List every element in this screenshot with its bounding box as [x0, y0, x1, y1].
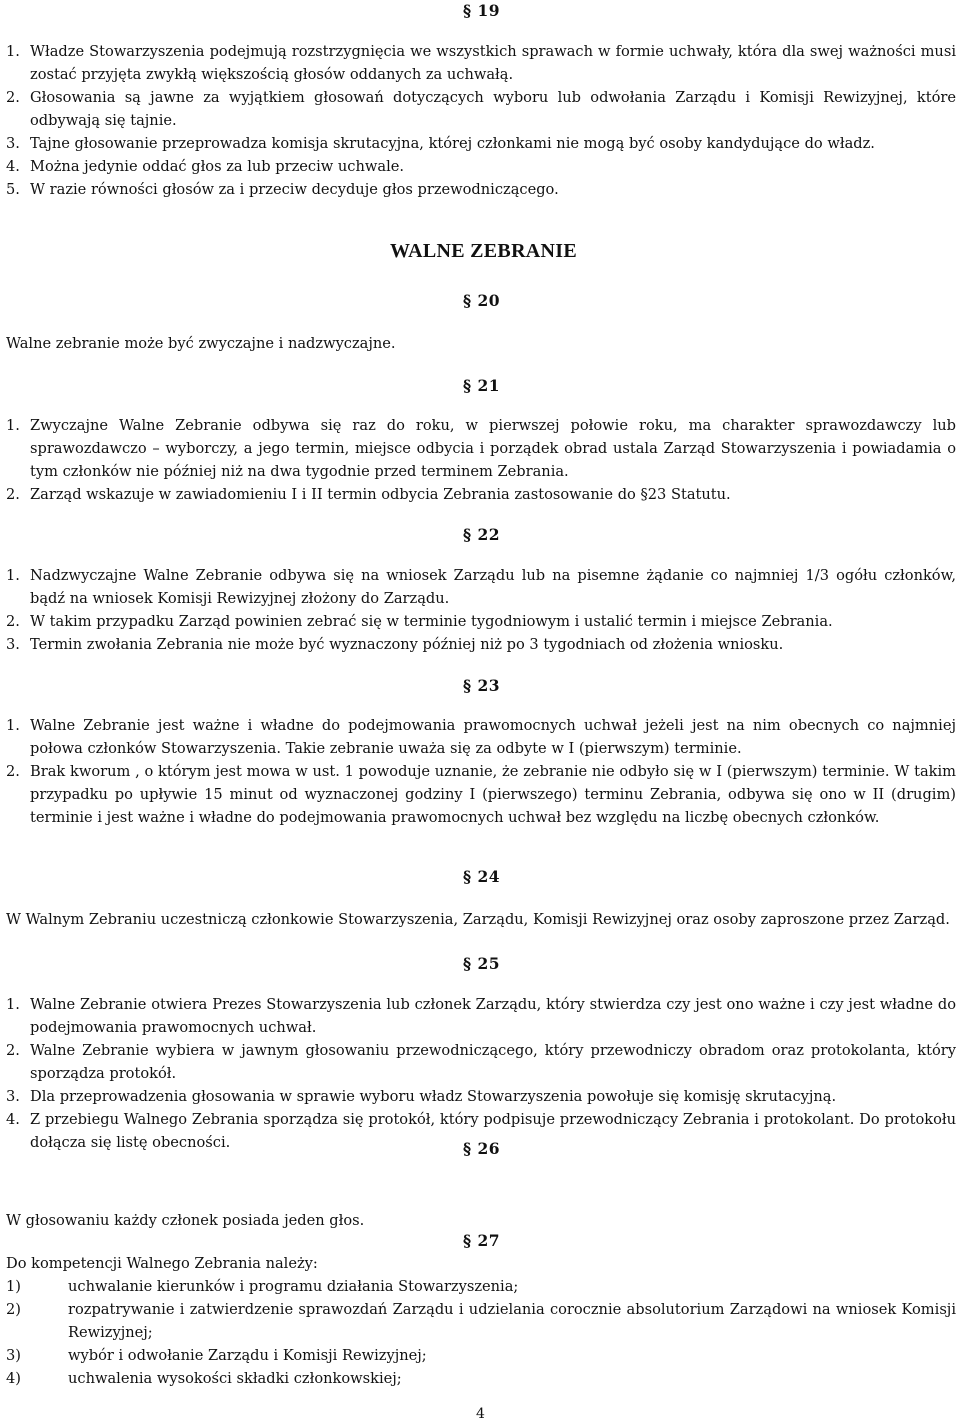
list-item — [6, 610, 956, 633]
item-number: 5. — [6, 181, 20, 198]
item-number: 3. — [6, 636, 20, 653]
section-24-text: W Walnym Zebraniu uczestniczą członkowie Stowarzyszenia, Zarządu, Komisji Rewizyjnej oraz osoby zaproszone przez Zarząd. — [6, 911, 950, 928]
section-19-heading: § 19 — [463, 1, 501, 20]
list-item — [6, 155, 956, 178]
section-26-heading: § 26 — [463, 1139, 501, 1158]
section-27-list — [6, 1275, 956, 1390]
item-text: Dla przeprowadzenia głosowania w sprawie wyboru władz Stowarzyszenia powołuje się komisję skrutacyjną. — [30, 1088, 837, 1105]
section-20-heading: § 20 — [463, 291, 501, 310]
section-19-list — [6, 40, 956, 201]
item-number: 1. — [6, 567, 20, 584]
item-number: 1. — [6, 417, 20, 434]
list-item — [6, 1275, 956, 1298]
chapter-heading: WALNE ZEBRANIE — [390, 240, 578, 262]
item-text: wybór i odwołanie Zarządu i Komisji Rewizyjnej; — [68, 1347, 427, 1364]
list-item — [6, 1298, 956, 1344]
item-number: 2. — [6, 763, 20, 780]
section-21-list — [6, 414, 956, 506]
list-item — [6, 483, 956, 506]
item-number: 4) — [6, 1370, 21, 1387]
list-item — [6, 178, 956, 201]
section-26-text: W głosowaniu każdy członek posiada jeden głos. — [6, 1212, 365, 1229]
item-number: 2. — [6, 486, 20, 503]
section-25-heading: § 25 — [463, 954, 501, 973]
section-20-text: Walne zebranie może być zwyczajne i nadzwyczajne. — [6, 335, 396, 352]
item-text: Głosowania są jawne za wyjątkiem głosowań dotyczących wyboru lub odwołania Zarządu i Komisji Rewizyjnej, które odbywają się tajnie. — [30, 89, 956, 129]
item-number: 1. — [6, 996, 20, 1013]
list-item — [6, 86, 956, 132]
section-23-list — [6, 714, 956, 829]
item-number: 1) — [6, 1278, 21, 1295]
item-text: Nadzwyczajne Walne Zebranie odbywa się na wniosek Zarządu lub na pisemne żądanie co najmniej 1/3 ogółu członków, bądź na wniosek Komisji Rewizyjnej złożony do Zarządu. — [30, 567, 956, 607]
item-text: W razie równości głosów za i przeciw decyduje głos przewodniczącego. — [30, 181, 559, 198]
item-text: rozpatrywanie i zatwierdzenie sprawozdań Zarządu i udzielania corocznie absolutorium Zarządowi na wniosek Komisji Rewizyjnej; — [68, 1301, 956, 1341]
item-number: 2. — [6, 89, 20, 106]
list-item — [6, 1039, 956, 1085]
item-text: Walne Zebranie otwiera Prezes Stowarzyszenia lub członek Zarządu, który stwierdza czy jest ono ważne i czy jest władne do podejmowania prawomocnych uchwał. — [30, 996, 956, 1036]
list-item — [6, 132, 956, 155]
list-item — [6, 993, 956, 1039]
item-number: 2) — [6, 1301, 21, 1318]
list-item — [6, 1344, 956, 1367]
item-number: 3. — [6, 1088, 20, 1105]
list-item — [6, 1085, 956, 1108]
list-item — [6, 40, 956, 86]
item-text: Zwyczajne Walne Zebranie odbywa się raz do roku, w pierwszej połowie roku, ma charakter sprawozdawczy lub sprawozdawczo – wyborczy, a jego termin, miejsce odbycia i porządek obrad ustala Zarząd Stowarzyszenia i powiadamia o tym członków nie później niż na dwa tygodnie przed terminem Zebrania. — [30, 417, 956, 480]
section-25-list — [6, 993, 956, 1154]
list-item — [6, 760, 956, 829]
list-item — [6, 633, 956, 656]
item-text: Brak kworum , o którym jest mowa w ust. 1 powoduje uznanie, że zebranie nie odbyło się w I (pierwszym) terminie. W takim przypadku po upływie 15 minut od wyznaczonej godziny I (pierwszego) terminu Zebrania, odbywa się ono w II (drugim) terminie i jest ważne i władne do podejmowania prawomocnych uchwał bez względu na liczbę obecnych członków. — [30, 763, 956, 826]
section-21-heading: § 21 — [463, 376, 501, 395]
item-number: 2. — [6, 613, 20, 630]
item-text: Walne Zebranie wybiera w jawnym głosowaniu przewodniczącego, który przewodniczy obradom oraz protokolanta, który sporządza protokół. — [30, 1042, 956, 1082]
section-27-heading: § 27 — [463, 1231, 501, 1250]
section-24-heading: § 24 — [463, 867, 501, 886]
item-text: Termin zwołania Zebrania nie może być wyznaczony później niż po 3 tygodniach od złożenia wniosku. — [30, 636, 784, 653]
list-item — [6, 564, 956, 610]
section-23-heading: § 23 — [463, 676, 501, 695]
item-text: Można jedynie oddać głos za lub przeciw uchwale. — [30, 158, 405, 175]
item-number: 3) — [6, 1347, 21, 1364]
list-item — [6, 714, 956, 760]
item-text: Tajne głosowanie przeprowadza komisja skrutacyjna, której członkami nie mogą być osoby kandydujące do władz. — [30, 135, 875, 152]
item-text: W takim przypadku Zarząd powinien zebrać się w terminie tygodniowym i ustalić termin i miejsce Zebrania. — [30, 613, 833, 630]
item-number: 1. — [6, 43, 20, 60]
item-text: Zarząd wskazuje w zawiadomieniu I i II termin odbycia Zebrania zastosowanie do §23 Statutu. — [30, 486, 731, 503]
list-item — [6, 414, 956, 483]
item-number: 2. — [6, 1042, 20, 1059]
item-text: Z przebiegu Walnego Zebrania sporządza się protokół, który podpisuje przewodniczący Zebrania i protokolant. Do protokołu dołącza się listę obecności. — [30, 1111, 956, 1151]
item-text: uchwalanie kierunków i programu działania Stowarzyszenia; — [68, 1278, 519, 1295]
item-text: Władze Stowarzyszenia podejmują rozstrzygnięcia we wszystkich sprawach w formie uchwały, która dla swej ważności musi zostać przyjęta zwykłą większością głosów oddanych za uchwałą. — [30, 43, 956, 83]
item-number: 3. — [6, 135, 20, 152]
item-number: 4. — [6, 1111, 20, 1128]
item-text: Walne Zebranie jest ważne i władne do podejmowania prawomocnych uchwał jeżeli jest na nim obecnych co najmniej połowa członków Stowarzyszenia. Takie zebranie uważa się za odbyte w I (pierwszym) terminie. — [30, 717, 956, 757]
section-22-heading: § 22 — [463, 525, 501, 544]
item-number: 4. — [6, 158, 20, 175]
section-22-list — [6, 564, 956, 656]
item-number: 1. — [6, 717, 20, 734]
section-27-intro: Do kompetencji Walnego Zebrania należy: — [6, 1255, 318, 1272]
page-number: 4 — [476, 1406, 485, 1422]
item-text: uchwalenia wysokości składki członkowskiej; — [68, 1370, 402, 1387]
list-item — [6, 1367, 956, 1390]
